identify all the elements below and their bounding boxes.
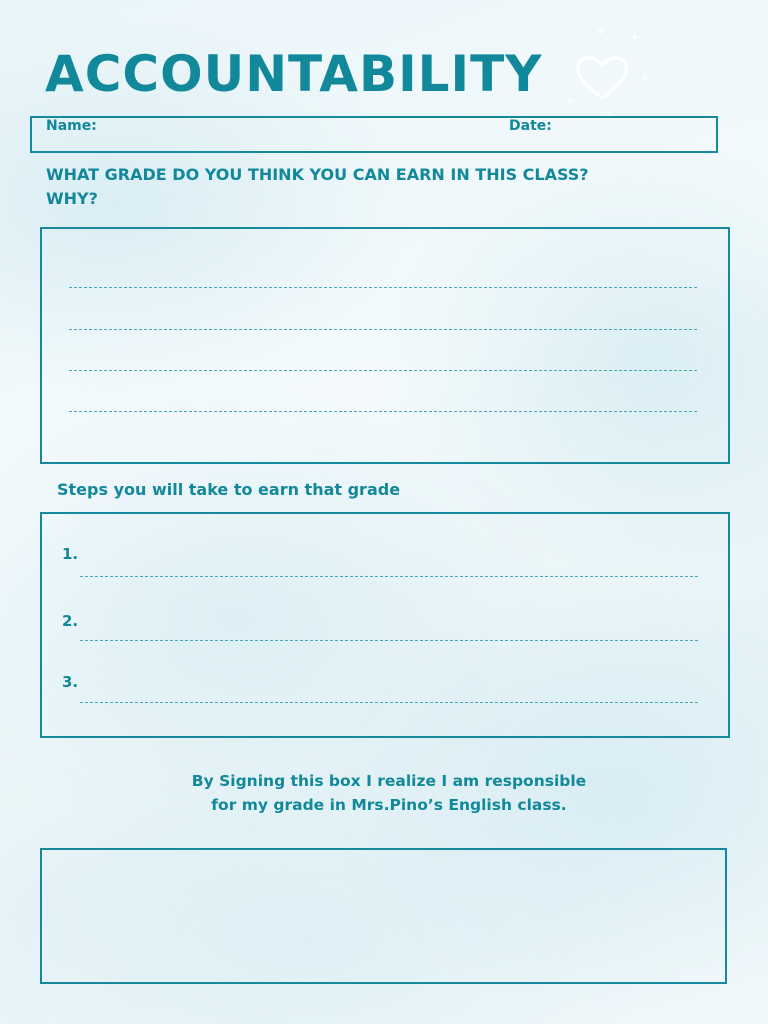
- sparkle-icon: [596, 26, 606, 36]
- step-number: 2.: [62, 612, 79, 630]
- page-title: ACCOUNTABILITY: [45, 45, 543, 103]
- responsibility-statement: [0, 769, 768, 817]
- grade-question: [46, 163, 686, 211]
- statement-line: for my grade in Mrs.Pino’s English class.: [211, 796, 567, 814]
- step-line: [80, 640, 698, 641]
- sparkle-icon: [640, 74, 650, 84]
- signature-box[interactable]: [40, 848, 727, 984]
- step-line: [80, 576, 698, 577]
- steps-box[interactable]: [40, 512, 730, 738]
- answer-line: [69, 370, 697, 371]
- answer-line: [69, 411, 697, 412]
- step-number: 1.: [62, 545, 79, 563]
- answer-box[interactable]: [40, 227, 730, 464]
- sparkle-icon: [630, 32, 640, 42]
- grade-question-line: WHAT GRADE DO YOU THINK YOU CAN EARN IN THIS CLASS?: [46, 165, 589, 184]
- statement-line: By Signing this box I realize I am responsible: [191, 772, 587, 790]
- steps-heading: Steps you will take to earn that grade: [57, 480, 401, 499]
- heart-icon: [572, 48, 632, 104]
- grade-question-line: WHY?: [46, 189, 98, 208]
- answer-line: [69, 287, 697, 288]
- name-date-field[interactable]: [30, 116, 718, 153]
- name-label: Name:: [46, 118, 97, 134]
- answer-line: [69, 329, 697, 330]
- step-line: [80, 702, 698, 703]
- step-number: 3.: [62, 673, 79, 691]
- date-label: Date:: [509, 118, 552, 134]
- sparkle-icon: [565, 96, 575, 106]
